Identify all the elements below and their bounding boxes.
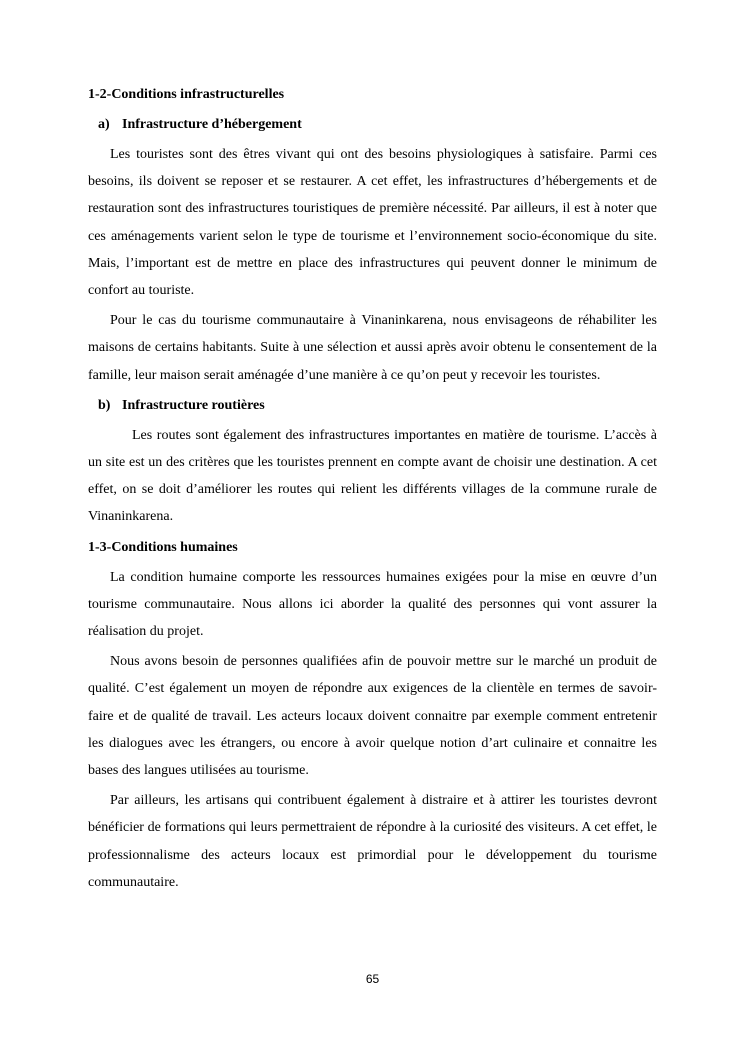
subheading-title: Infrastructure routières [122,397,265,413]
paragraph: Les touristes sont des êtres vivant qui ont des besoins physiologiques à satisfaire. Parmi ces besoins, ils doivent se reposer et se restaurer. A cet effet, les infrastructures d’hébergements et de restauration sont des infrastructures touristiques de première nécessité. Par ailleurs, il est à noter que ces aménagements varient selon le type de tourisme et l’environnement socio-économique du site. Mais, l’important est de mettre en place des infrastructures qui peuvent donner le minimum de confort au touriste. [88,147,657,299]
subheading-hebergement [98,111,657,138]
section-heading-infrastructure: 1-2-Conditions infrastructurelles [88,87,285,102]
paragraph: Les routes sont également des infrastructures importantes en matière de tourisme. L’accès à un site est un des critères que les touristes prennent en compte avant de choisir une destination. A cet effet, on se doit d’améliorer les routes qui relient les différents villages de la commune rurale de Vinaninkarena. [88,427,657,525]
document-page [88,81,657,899]
page-number: 65 [365,972,380,986]
paragraph: Par ailleurs, les artisans qui contribuent également à distraire et à attirer les touristes devront bénéficier de formations qui leurs permettraient de répondre à la curiosité des visiteurs. A cet effet, le professionnalisme des acteurs locaux est primordial pour le développement du tourisme communautaire. [88,793,657,890]
paragraph: Nous avons besoin de personnes qualifiées afin de pouvoir mettre sur le marché un produit de qualité. C’est également un moyen de répondre aux exigences de la clientèle en termes de savoir-faire et de qualité de travail. Les acteurs locaux doivent connaitre par exemple comment entretenir les dialogues avec les étrangers, ou encore à avoir quelque notion d’art culinaire et connaitre les bases des langues utilisées au tourisme. [88,654,657,779]
subheading-number: a) [98,117,110,132]
paragraph: La condition humaine comporte les ressources humaines exigées pour la mise en œuvre d’un tourisme communautaire. Nous allons ici aborder la qualité des personnes qui vont assurer la réalisation du projet. [88,569,657,640]
subheading-number: b) [98,397,111,413]
section-heading-humaines: 1-3-Conditions humaines [88,539,238,555]
paragraph: Pour le cas du tourisme communautaire à Vinaninkarena, nous envisageons de réhabiliter les maisons de certains habitants. Suite à une sélection et aussi après avoir obtenu le consentement de la famille, leur maison serait aménagée d’une manière à ce qu’on peut y recevoir les touristes. [88,313,657,383]
subheading-title: Infrastructure d’hébergement [122,117,302,132]
subheading-routieres [98,392,657,419]
